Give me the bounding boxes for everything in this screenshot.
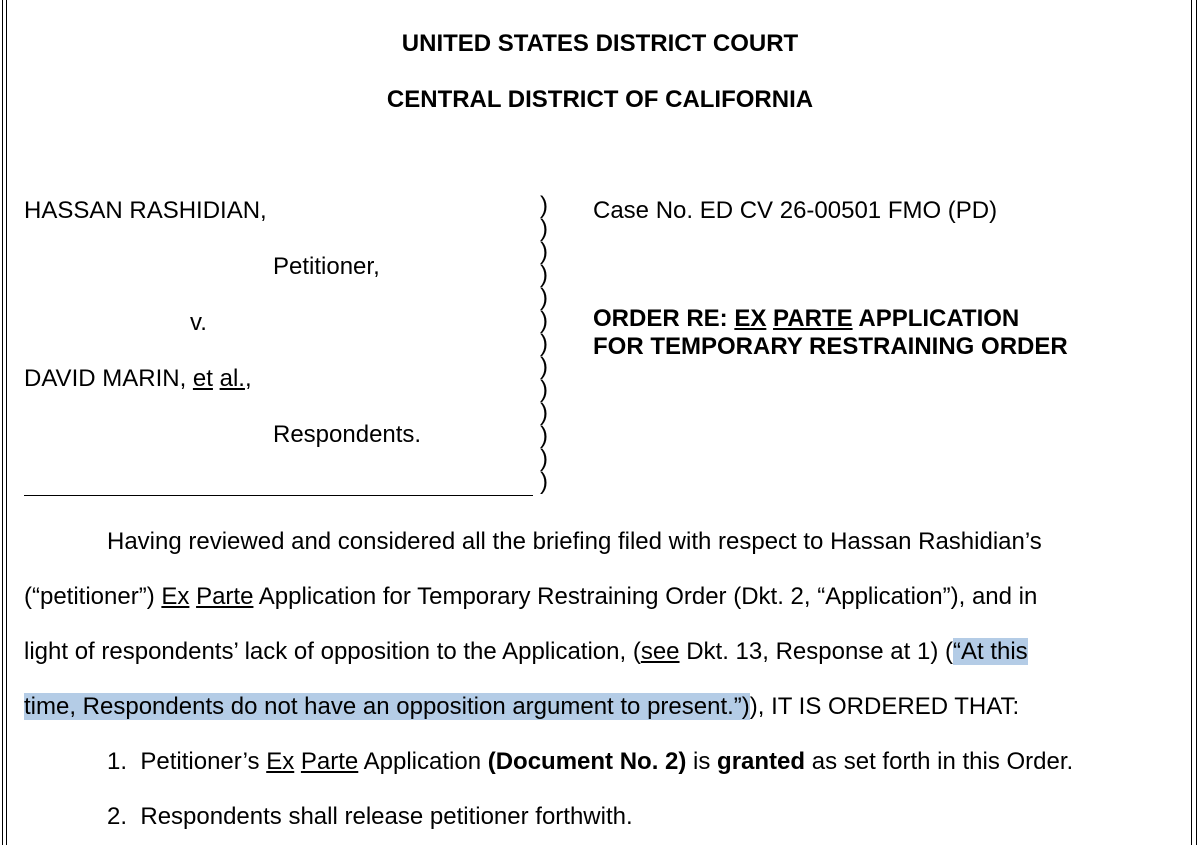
page-border-right-outer <box>1196 0 1197 845</box>
petitioner-name: HASSAN RASHIDIAN, <box>24 197 267 224</box>
paren: ) <box>540 261 548 288</box>
order-item-1: 1. Petitioner’s Ex Parte Application (Document No. 2) is granted as set forth in this Order. <box>107 748 1074 775</box>
paren: ) <box>540 353 548 380</box>
paren: ) <box>540 215 548 242</box>
paren: ) <box>540 399 548 426</box>
paren: ) <box>540 307 548 334</box>
court-district: CENTRAL DISTRICT OF CALIFORNIA <box>386 86 814 113</box>
respondent-name: DAVID MARIN, et al., <box>24 365 252 392</box>
paren: ) <box>540 284 548 311</box>
body-paragraph-line-3: light of respondents’ lack of opposition to the Application, (see Dkt. 13, Response at 1) (“At this <box>24 638 1028 665</box>
page-border-left-inner <box>6 0 7 845</box>
case-number: Case No. ED CV 26-00501 FMO (PD) <box>593 197 998 224</box>
paren: ) <box>540 445 548 472</box>
page-border-right-inner <box>1191 0 1192 845</box>
court-name: UNITED STATES DISTRICT COURT <box>401 30 799 57</box>
order-title-line2: FOR TEMPORARY RESTRAINING ORDER <box>593 333 1068 360</box>
page-border-left-outer <box>2 0 3 845</box>
body-paragraph-line-1: Having reviewed and considered all the briefing filed with respect to Hassan Rashidian’s <box>107 528 1042 555</box>
paren: ) <box>540 330 548 357</box>
order-item-2: 2. Respondents shall release petitioner forthwith. <box>107 803 633 830</box>
paren: ) <box>540 376 548 403</box>
body-paragraph-line-4: time, Respondents do not have an opposition argument to present.”)), IT IS ORDERED THAT: <box>24 693 1020 720</box>
versus: v. <box>190 309 207 336</box>
paren: ) <box>540 422 548 449</box>
highlighted-quote-end: time, Respondents do not have an opposition argument to present.”) <box>24 693 750 720</box>
paren: ) <box>540 192 548 219</box>
highlighted-quote-start: “At this <box>953 638 1028 665</box>
paren: ) <box>540 468 548 495</box>
petitioner-role: Petitioner, <box>273 253 380 280</box>
body-paragraph-line-2: (“petitioner”) Ex Parte Application for Temporary Restraining Order (Dkt. 2, “Application”), and in <box>24 583 1038 610</box>
respondent-role: Respondents. <box>273 421 422 448</box>
paren: ) <box>540 238 548 265</box>
caption-rule <box>24 495 533 496</box>
order-title-line1: ORDER RE: EX PARTE APPLICATION <box>593 305 1020 332</box>
